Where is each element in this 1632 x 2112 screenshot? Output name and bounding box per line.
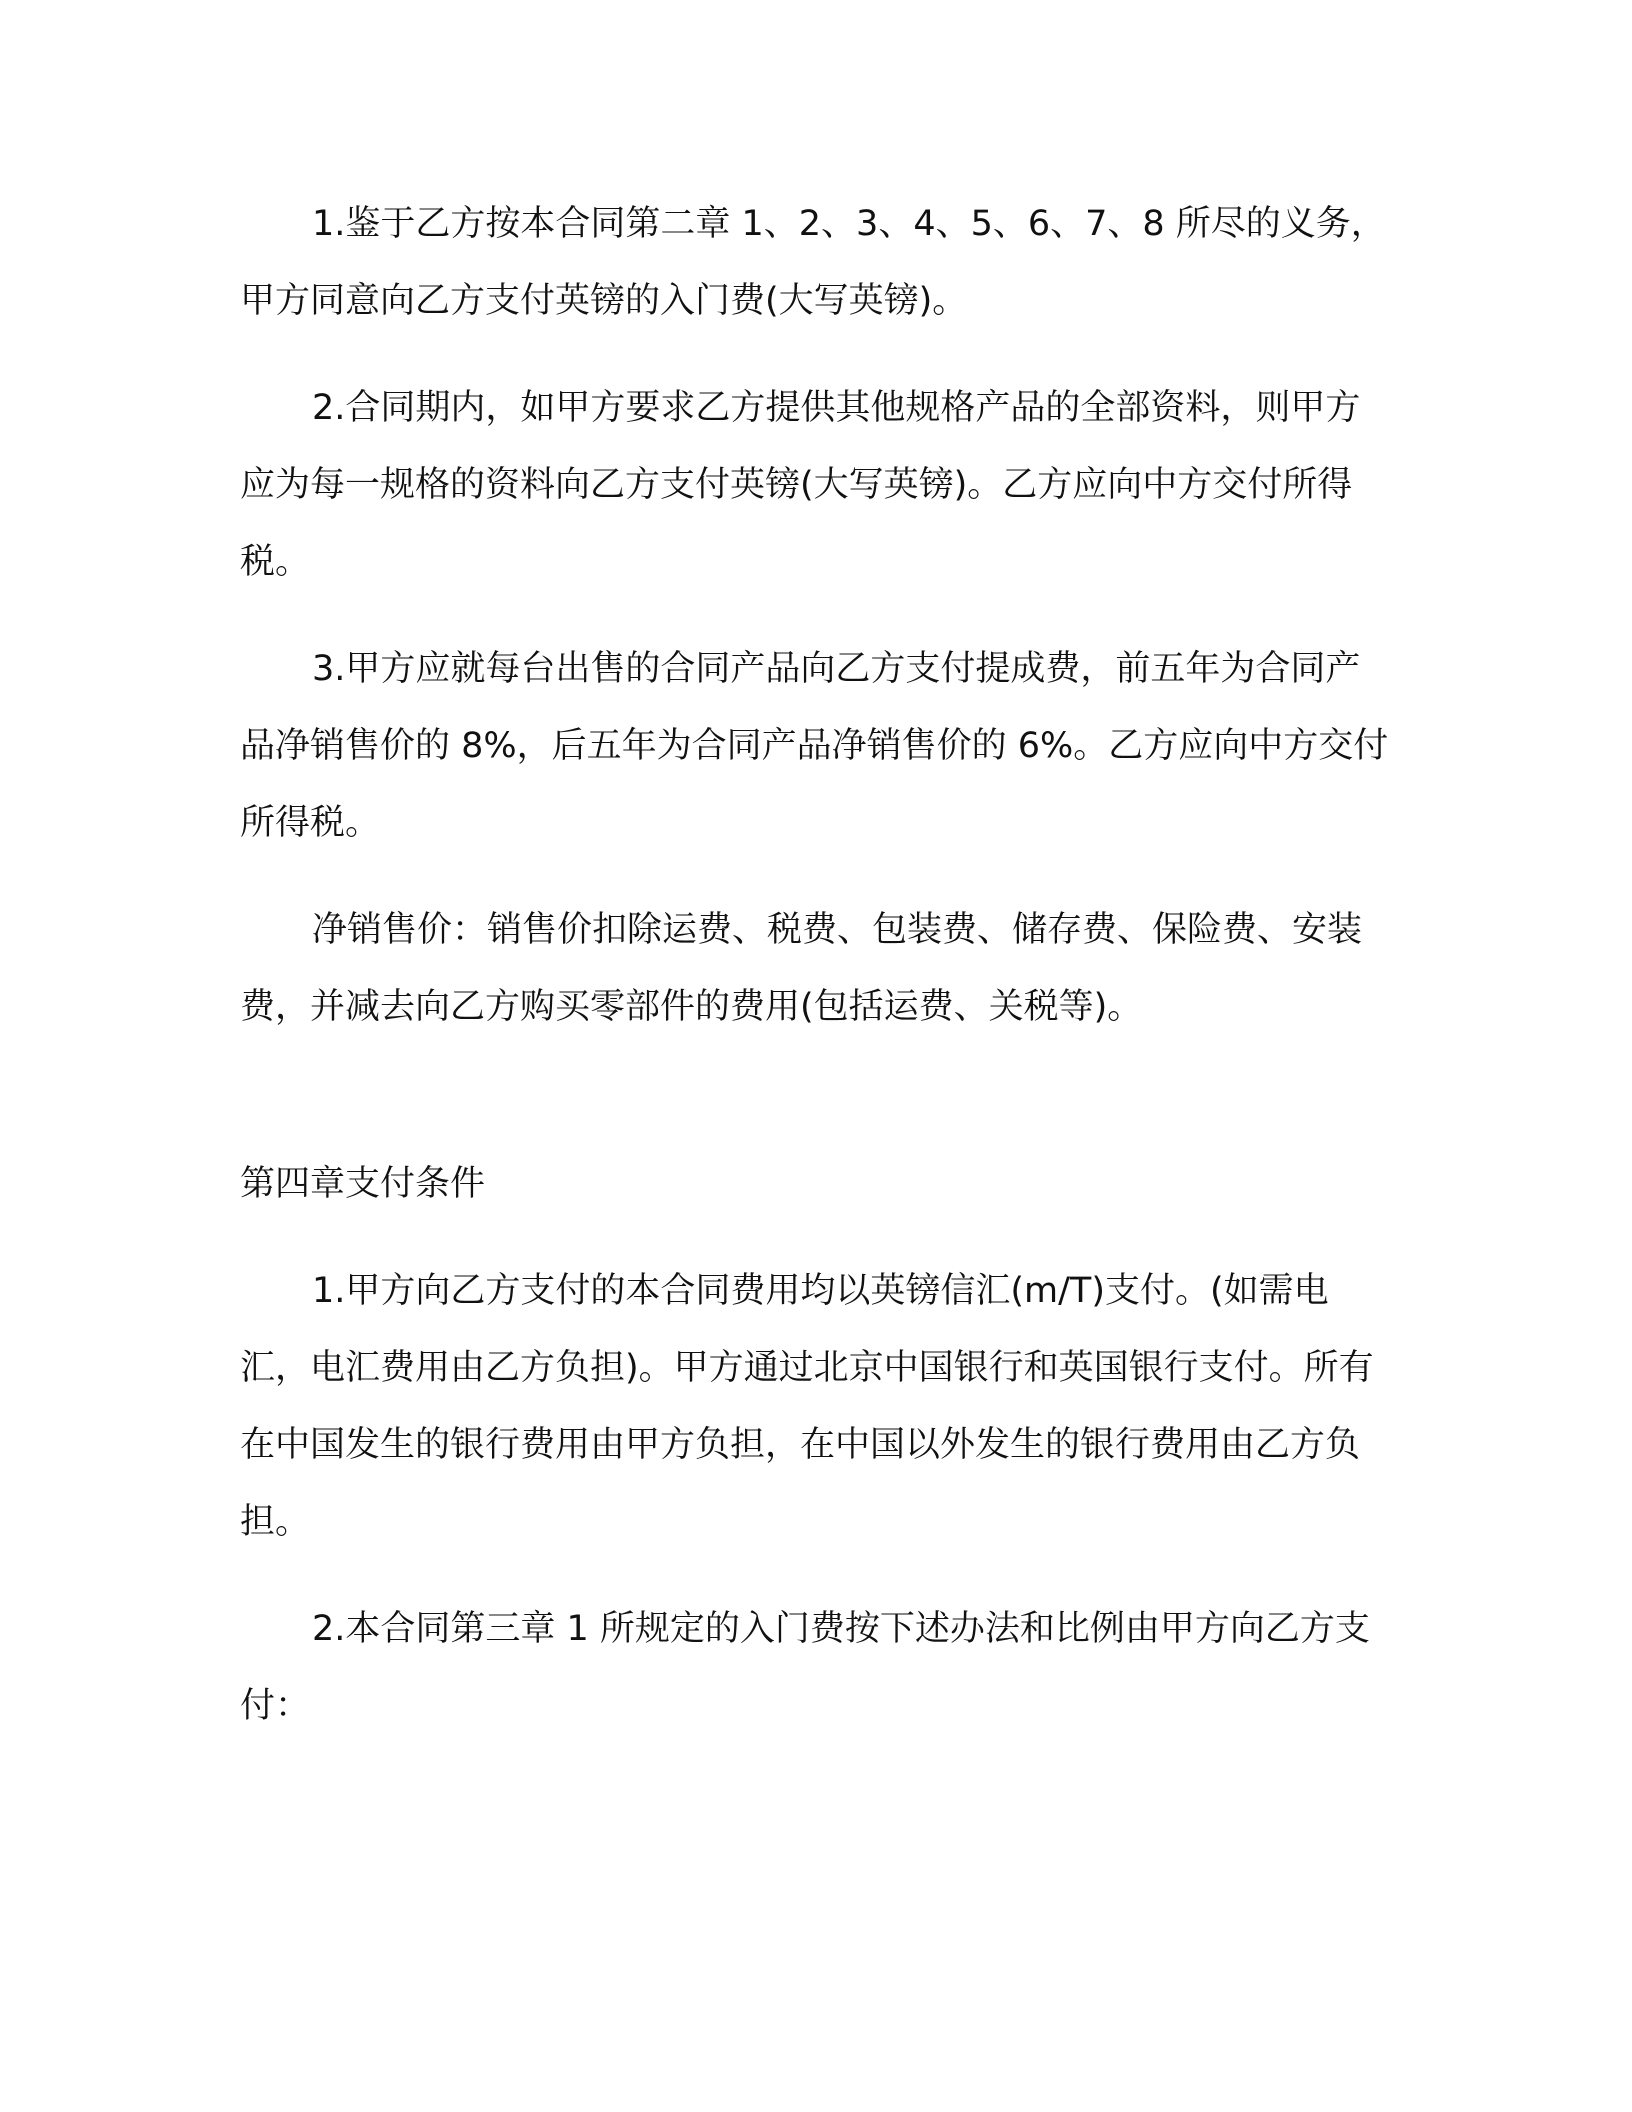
paragraph-payment-schedule: 2.本合同第三章 1 所规定的入门费按下述办法和比例由甲方向乙方支付： [240,1609,1370,1726]
paragraph-payment-method: 1.甲方向乙方支付的本合同费用均以英镑信汇(m/T)支付。(如需电汇，电汇费用由乙方负担)。甲方通过北京中国银行和英国银行支付。所有在中国发生的银行费用由甲方负担，在中国以外发生的银行费用由乙方负担。 [240,1271,1374,1542]
paragraph-specification-fee: 2.合同期内，如甲方要求乙方提供其他规格产品的全部资料，则甲方应为每一规格的资料向乙方支付英镑(大写英镑)。乙方应向中方交付所得税。 [240,388,1361,582]
paragraph-entry-fee: 1.鉴于乙方按本合同第二章 1、2、3、4、5、6、7、8 所尽的义务，甲方同意向乙方支付英镑的入门费(大写英镑)。 [240,204,1386,321]
chapter-heading: 第四章支付条件 [240,1164,486,1204]
paragraph-royalty: 3.甲方应就每台出售的合同产品向乙方支付提成费，前五年为合同产品净销售价的 8%，后五年为合同产品净销售价的 6%。乙方应向中方交付所得税。 [240,649,1389,843]
paragraph-net-sales-price: 净销售价：销售价扣除运费、税费、包装费、储存费、保险费、安装费，并减去向乙方购买零部件的费用(包括运费、关税等)。 [240,910,1363,1027]
document-body [240,186,1390,1775]
